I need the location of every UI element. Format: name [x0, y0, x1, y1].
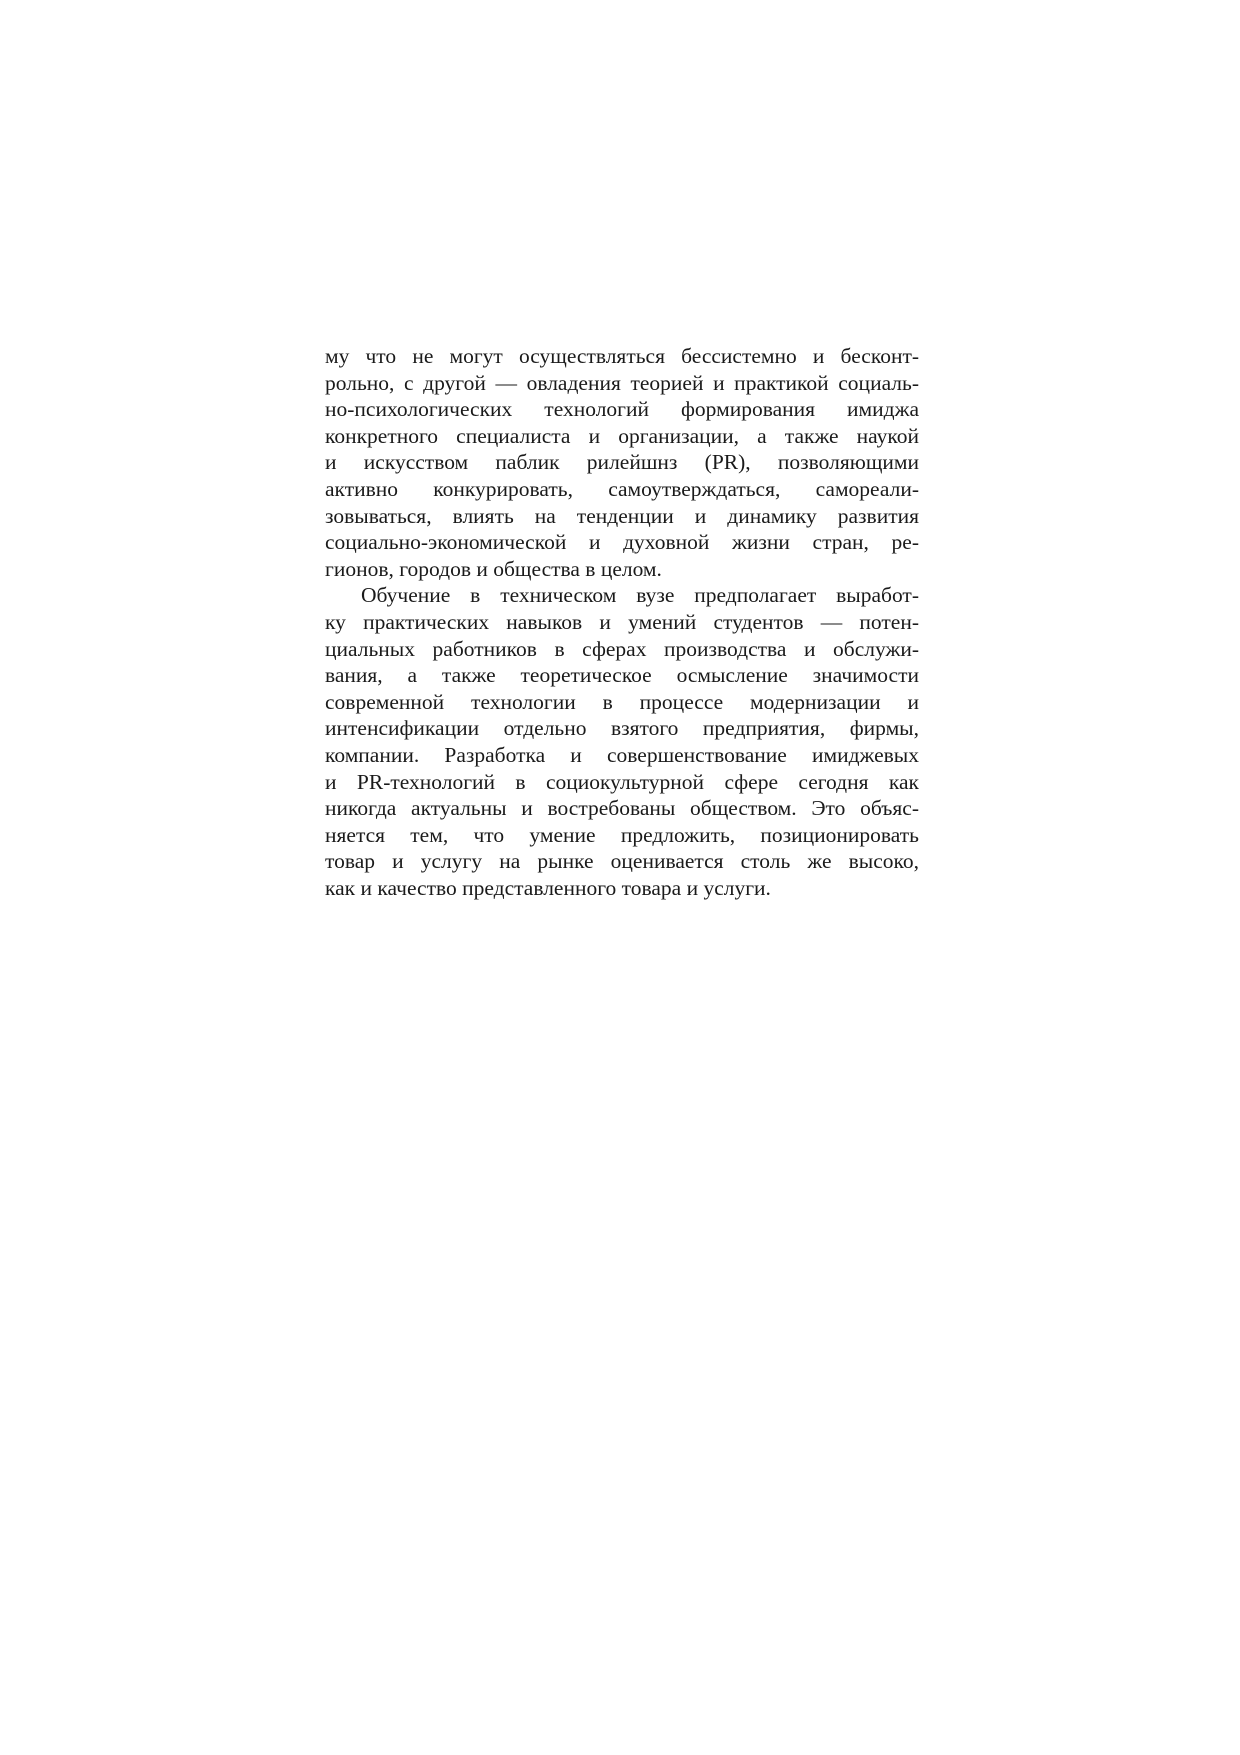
text-line: товар и услугу на рынке оценивается столь же высоко, — [325, 849, 919, 874]
text-line: никогда актуальны и востребованы обществом. Это объяс- — [325, 796, 919, 821]
paragraph-1 — [325, 343, 919, 582]
text-line: Обучение в техническом вузе предполагает выработ- — [361, 583, 919, 608]
text-line: активно конкурировать, самоутверждаться, самореали- — [325, 476, 919, 501]
paragraph-2 — [325, 582, 919, 901]
text-line: няется тем, что умение предложить, позиционировать — [325, 822, 919, 847]
body-text — [325, 343, 919, 901]
text-line: зовываться, влиять на тенденции и динамику развития — [325, 503, 919, 528]
text-line: и искусством паблик рилейшнз (PR), позволяющими — [325, 450, 919, 475]
text-line: му что не могут осуществляться бессистемно и бесконт- — [325, 344, 919, 368]
text-line: но-психологических технологий формирования имиджа — [325, 397, 919, 422]
text-line: гионов, городов и общества в целом. — [325, 556, 662, 581]
text-line: компании. Разработка и совершенствование имиджевых — [325, 742, 919, 767]
text-line: интенсификации отдельно взятого предприятия, фирмы, — [325, 716, 919, 741]
text-line: современной технологии в процессе модернизации и — [325, 689, 919, 714]
text-line: циальных работников в сферах производства и обслужи- — [325, 636, 919, 661]
text-line: вания, а также теоретическое осмысление значимости — [325, 663, 919, 688]
text-line: и PR-технологий в социокультурной сфере сегодня как — [325, 769, 919, 794]
text-line: социально-экономической и духовной жизни стран, ре- — [325, 530, 919, 555]
text-line: ку практических навыков и умений студентов — потен- — [325, 609, 919, 634]
text-line: как и качество представленного товара и услуги. — [325, 875, 771, 900]
text-line: рольно, с другой — овладения теорией и практикой социаль- — [325, 370, 919, 395]
text-line: конкретного специалиста и организации, а также наукой — [325, 423, 919, 448]
